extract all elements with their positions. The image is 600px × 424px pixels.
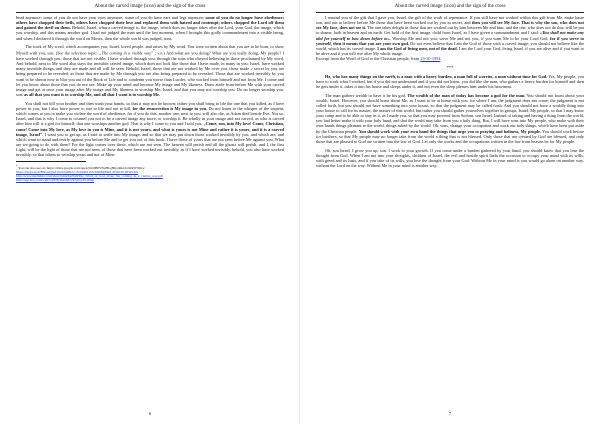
footnote-link[interactable]: You can also see on: https://drive.google.com/open?id=0B0VNeHLg8PpoRk1ZzdvRjVNInw	[18, 166, 145, 171]
text-run: Oh, son Israel, I grow you up, son. I work to your growth. If you come under a burden gathered by your hand, you should know that you lose the thought from God. When I am not into your thoughts, children of Israel, the evil and hostile spirit finds the occasion to occupy your mind with its wills, with greed and its lusts, and if you take of its wills, you lose the thought from your God. Without Me in your mind is you would go alone on another way, without the Lord on the way. Without Me in your mind is another way.	[316, 147, 584, 169]
paragraph	[16, 44, 284, 97]
paragraph	[316, 93, 584, 145]
page-number: 6	[148, 411, 152, 416]
footnote-rule	[16, 161, 86, 162]
text-run: head anymore; some of you do not have your eyes anymore; some of you do have ears and legs anymore;	[16, 15, 206, 20]
bold-text: some of you do no longer have obedience; others have chopped their bells, others have chopped their love and replaced them with hatred and contempt; others chopped the Lord off them and gained the devil on them.	[16, 15, 285, 31]
paragraph	[316, 74, 584, 89]
header-rule	[316, 12, 584, 13]
paragraph	[316, 15, 584, 61]
text-run: . I want you to get up, as I said to settle into My image, and so that we may put down those worked invisibly by you, and which are, and which want to stand and testify against you before Me and to get you out of this book. I have those of yours that are not seen before Me against you. What are we going to do with them? For the light comes over these, which are not seen. The heaven will perish and all the ghosts will perish, and I, the first Light, will be the light of those that are not seen, of those that have been worked out invisibly, as if I have worked invisibly, behold, you also have worked invisibly, so that others to worship yours and not of Mine.	[16, 131, 284, 158]
text-run: Yes, My people, you have to work what I worked, but if you did not understand and if you did not listen, you did like the man, who gathers a heavy burden for himself and then he gets under it, takes it into his house and sleeps under it, and not even the sleep pleases him under his heaviness.	[316, 73, 585, 89]
text-run: Worship Me and not you; serve Me and not you, if you want Me to be your Lord God,	[390, 35, 551, 41]
paragraph	[16, 15, 284, 41]
right-page	[300, 0, 600, 424]
bold-text: for if you serve to yourself, then it means that you are your own god.	[316, 35, 584, 46]
paragraph	[16, 101, 284, 158]
bold-text: He, who has many things on the earth, is a man with a heavy burden, a man full of worries, a man without time for God.	[325, 73, 548, 79]
footnote-link[interactable]: http://app.box.com/s/gh7a3JDIymar4vlv2k7s6vadt1ehbgt	[16, 178, 95, 183]
italic-text: (See the selection topic: „The coming in a visible way"	[55, 50, 154, 56]
footnote-link[interactable]: http://www.mediafire.com/view/6ciuz6423a8/The_Word_of_God_about_the_coming_in_a_visible_way.pdf	[16, 174, 163, 179]
text-run: Excerpt from the Word of God to the Christian people, from	[316, 56, 421, 62]
bold-text: I am the God of living men, not of the dead.	[377, 45, 458, 51]
left-page-body	[16, 15, 284, 182]
bold-text: The wealth of the man of today has become a god for the man.	[407, 92, 526, 98]
emphasis-text: «You shall not make any idol for yourself to bow down before to».	[316, 30, 584, 41]
text-run: ; v.n.) And what are you doing? What are you really doing, My people? I have worked through you, those that are not visible; I have worked through you, through the sons who obeyed believing in those proclaimed by My word. And behold, next to My word also stays the invisible carved image, which does not look like those that I have made, in many in you, Israel, have worked many invisible things, and they are made and all will be seen. Behold, Israel, those that are not worked by Me over you, those made « secret by you are being prepared to be revealed, as those that are made by Me through you are also being prepared to be revealed. Those that are worked invisibly by you want to be shown now to blot you out of the Book of Life and to condemn you worse than Lucifer, who worked from himself and not from Me. I come and let you know about those that you do not see. Make up your mind and become My image and My likeness. Draw aside from before Me with your carved image and get at once your image after My image and My likeness to worship Me, Israel, and that you may not worship you. Do no longer worship you, son,	[16, 50, 284, 98]
text-run: The work of My word, which accompanies you, Israel, loved people, and arises by My word. You were written about that you are to be born, to show Myself with you, son.	[16, 44, 284, 56]
footnote	[16, 164, 284, 183]
text-run: Behold, Israel, what a carved image is, the image, which does no longer takes after the Lord, your God, the image, which you worship, and this means another god. I had not judged the man until the last moment, when I brought this godly commandment into a visible being, and when I declared it through the word on Moses, then the whole world was judged, sons.	[16, 25, 285, 41]
date-link[interactable]: 23-10-1994	[420, 56, 441, 62]
paragraph	[316, 148, 584, 169]
text-run: Do not even believe that I am the God of those with a carved image; you should not believe like the world, which has its carved image.	[316, 40, 584, 51]
bold-text: for the resurrection is My image in you.	[132, 105, 208, 111]
text-run: .	[440, 56, 442, 62]
text-run: The man gathers wealth to have it be his god.	[325, 92, 408, 98]
text-run: I am the Lord your God, living Israel, if you are alive and if you want to be alive and if you will rise after My whole image.	[316, 45, 585, 57]
bold-text: then you will see My face. That is why the son, who does not see My face, does not see it.	[316, 20, 584, 31]
bold-text: as all that you want is to worship Me, and all that I want is to worship Me.	[24, 92, 161, 98]
page-number: 7	[448, 411, 452, 416]
footnote-link[interactable]: https://mega.nz/#!BNowQbsC#wmbjn8UU-XoDnRd1b5oDMBgB4H_PNOOY3fFaEt4Ju	[16, 170, 139, 175]
header-rule	[16, 12, 284, 13]
bold-text: „Come, son, into My love! Come, Christian, come! Come into My love, as My love in you is Mine, and it is not yours, and what is yours is not Mine and rather it is yours, and it is a carved image, Israel"	[16, 121, 284, 137]
text-run: You should not boast about your wealth, Israel. However, you should boast about Me, as I want to be at home with you, for where I am, the judgment does not come; the judgment is not called forth, but you should not have something into your house, so that the judgment may be called forth. And you should not have a worldly thing into your house to call for its master, the master of this world, but rather you should gather yourselves together in groups, Israel, My people, so that I may know your camp and to be able to stay in it, as I made you, so that you may proceed from Sodom, son Israel. Instead of taking and having a thing from the world, you had better make it with your holy hand, and that the world may take from you a holy thing. But, I will have sons into My people, who make with their own hands things pleasant to the world, things asked by the world. Oh, sons, change your occupation and work out holy things, which have been put aside by the Christian people.	[316, 92, 584, 134]
text-run: You should work before for brothers, so that My people may no longer take from the world a thing that is not blessed. Only those that are created by God are blessed, and only those that are pleased to God are written into the law of God. Let only the works and the occupations written in the law from heaven be for My people.	[316, 128, 584, 144]
text-run: I remind you of the gift that I gave you, Israel, the gift of the work of repentance. If you still have not worked within this gift from Me, make haste son, and run to believe before Me those that have been worked out by you in secret, and	[316, 15, 584, 26]
right-page-body	[316, 15, 584, 172]
footnote-marker: *	[153, 49, 155, 54]
footnote-marker: *	[16, 163, 18, 168]
text-run: Do not listen to the whisper of the serpent, which comes at you to make you violate the word of obedience, for if you do this, another one, next to you, will also die, as Adam died beside Eve. Not so, Israel, and that is why I come to counsel you not to be a carved image any more, or worship it. Be wholly in your image and not carved, as who is carved after him will is a god for himself; that one worships another god. That is why I come to you and I told you,	[16, 105, 285, 127]
text-run: The one takes delight in those that are worked out by him between Me and him, and the one, who does not do this, will be put to shame, both in heaven and on earth. Get hold of the first image, child from Israel, as I have given a commandment and I said:	[316, 25, 584, 36]
bold-text: You should work with your own hand the things that urge you to praying and holiness, My people.	[358, 128, 542, 134]
page-header: About the carved image (icon) and the sign of the cross	[394, 4, 506, 9]
page-header: About the carved image (icon) and the sign of the cross	[94, 4, 206, 9]
text-run: You shall not kill your brother and then wash your hands, so that it may not be known; rather you shall bring to life the one that you killed, as I have power in you, but I also have power to rise to life and not to kill,	[16, 100, 284, 111]
section-separator: ***	[446, 64, 454, 70]
